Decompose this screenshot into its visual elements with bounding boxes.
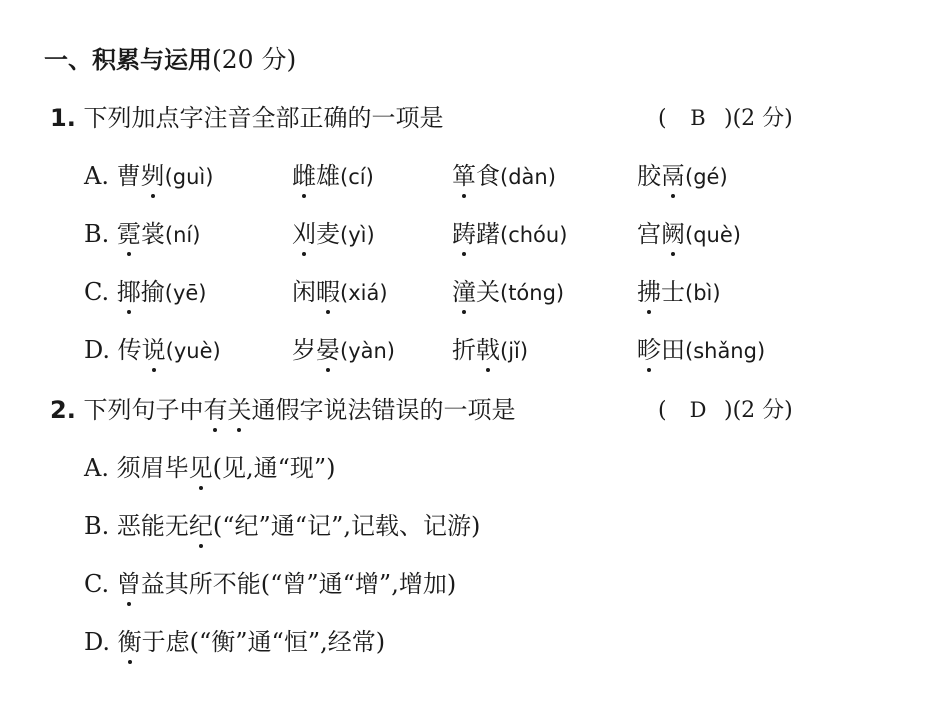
option-item (84, 214, 200, 249)
word-char: 胶 (637, 162, 661, 190)
pinyin: (gé) (685, 165, 728, 189)
option-item (292, 330, 395, 365)
option-item (452, 330, 528, 365)
pinyin: (guì) (164, 165, 214, 189)
section-title (44, 40, 296, 76)
option-text: (“纪”通“记”,记载、记游) (212, 512, 481, 540)
pinyin: (yē) (164, 281, 207, 305)
word-char: 传 (117, 336, 142, 364)
option-letter: B. (84, 220, 117, 248)
emphasis-char: 阙 (661, 214, 685, 249)
question-2-score: (2 分) (732, 398, 793, 423)
option-item (637, 156, 728, 191)
question-2-text-post: 通假字说法错误的一项是 (251, 396, 516, 424)
option-text: (见,通“现”) (212, 454, 336, 482)
option-item (292, 156, 374, 191)
word-char: 宫 (637, 220, 661, 248)
option-text: 须眉毕 (116, 454, 189, 482)
question-1-answer-box: ( B )(2 分) (658, 106, 793, 131)
option-text: 于虑(“衡”通“恒”,经常) (141, 628, 386, 656)
question-1-number: 1. (50, 104, 76, 132)
question-2-stem (50, 390, 515, 425)
word-char: 麦 (316, 220, 340, 248)
question-2-text-pre: 下列句子中 (83, 396, 204, 424)
pinyin: (xiá) (340, 281, 388, 305)
word-char: 田 (661, 336, 685, 364)
emphasis-char: 霓 (117, 214, 141, 249)
emphasis-char: 关 (227, 390, 251, 425)
word-char: 揄 (140, 278, 165, 306)
emphasis-char: 见 (189, 448, 213, 483)
emphasis-char: 纪 (189, 506, 213, 541)
option-item (637, 272, 721, 307)
pinyin: (yàn) (340, 339, 395, 363)
question-2-number: 2. (50, 396, 76, 424)
option-item (84, 622, 385, 657)
option-item (84, 330, 221, 365)
emphasis-char: 揶 (117, 272, 141, 307)
option-letter: C. (84, 278, 117, 306)
emphasis-char: 雌 (292, 156, 316, 191)
option-item (637, 214, 741, 249)
option-item (84, 564, 456, 599)
pinyin: (tóng) (500, 281, 565, 305)
question-2-text-dotted (203, 396, 251, 424)
word-char: 曹 (116, 162, 141, 190)
emphasis-char: 刈 (292, 214, 316, 249)
emphasis-char: 拂 (637, 272, 661, 307)
option-item (292, 214, 375, 249)
emphasis-char: 踌 (452, 214, 476, 249)
emphasis-char: 衡 (118, 622, 142, 657)
section-title-bold: 一、积累与运用 (44, 46, 212, 74)
option-letter: D. (84, 336, 118, 364)
word-char: 食 (476, 162, 500, 190)
question-1-answer: B (690, 106, 706, 130)
option-item (452, 156, 556, 191)
pinyin: (yì) (340, 223, 375, 247)
word-char: 裳 (140, 220, 165, 248)
option-letter: C. (84, 570, 117, 598)
pinyin: (chóu) (500, 223, 568, 247)
question-1-text: 下列加点字注音全部正确的一项是 (83, 104, 444, 132)
pinyin: (jǐ) (500, 339, 529, 363)
option-item (292, 272, 388, 307)
option-text: 益其所不能(“曾”通“增”,增加) (140, 570, 457, 598)
emphasis-char: 有 (203, 390, 227, 425)
emphasis-char: 刿 (141, 156, 165, 191)
pinyin: (dàn) (500, 165, 556, 189)
option-item (84, 272, 207, 307)
pinyin: (què) (685, 223, 741, 247)
option-letter: A. (84, 162, 117, 190)
word-char: 闲 (292, 278, 316, 306)
option-item (452, 272, 564, 307)
pinyin: (bì) (685, 281, 721, 305)
pinyin: (cí) (340, 165, 374, 189)
emphasis-char: 说 (142, 330, 166, 365)
option-item (84, 156, 213, 191)
option-letter: A. (84, 454, 117, 482)
option-item (637, 330, 765, 365)
option-item (84, 506, 480, 541)
word-char: 雄 (316, 162, 340, 190)
word-char: 关 (476, 278, 500, 306)
question-1-score: (2 分) (732, 106, 793, 131)
question-1-stem (50, 98, 443, 133)
emphasis-char: 潼 (452, 272, 476, 307)
word-char: 士 (661, 278, 685, 306)
question-2-answer-box: ( D )(2 分) (658, 398, 793, 423)
emphasis-char: 晏 (316, 330, 340, 365)
pinyin: (ní) (164, 223, 201, 247)
emphasis-char: 畛 (637, 330, 661, 365)
word-char: 岁 (292, 336, 316, 364)
option-text: 恶能无 (116, 512, 189, 540)
emphasis-char: 曾 (117, 564, 141, 599)
word-char: 折 (452, 336, 476, 364)
emphasis-char: 箪 (452, 156, 476, 191)
emphasis-char: 戟 (476, 330, 500, 365)
section-score: (20 分) (212, 45, 297, 74)
pinyin: (shǎng) (685, 339, 766, 363)
pinyin: (yuè) (165, 339, 221, 363)
option-item (452, 214, 567, 249)
question-2-answer: D (689, 398, 707, 422)
emphasis-char: 鬲 (661, 156, 685, 191)
option-letter: D. (84, 628, 118, 656)
emphasis-char: 暇 (316, 272, 340, 307)
option-item (84, 448, 336, 483)
word-char: 躇 (476, 220, 500, 248)
option-letter: B. (84, 512, 117, 540)
